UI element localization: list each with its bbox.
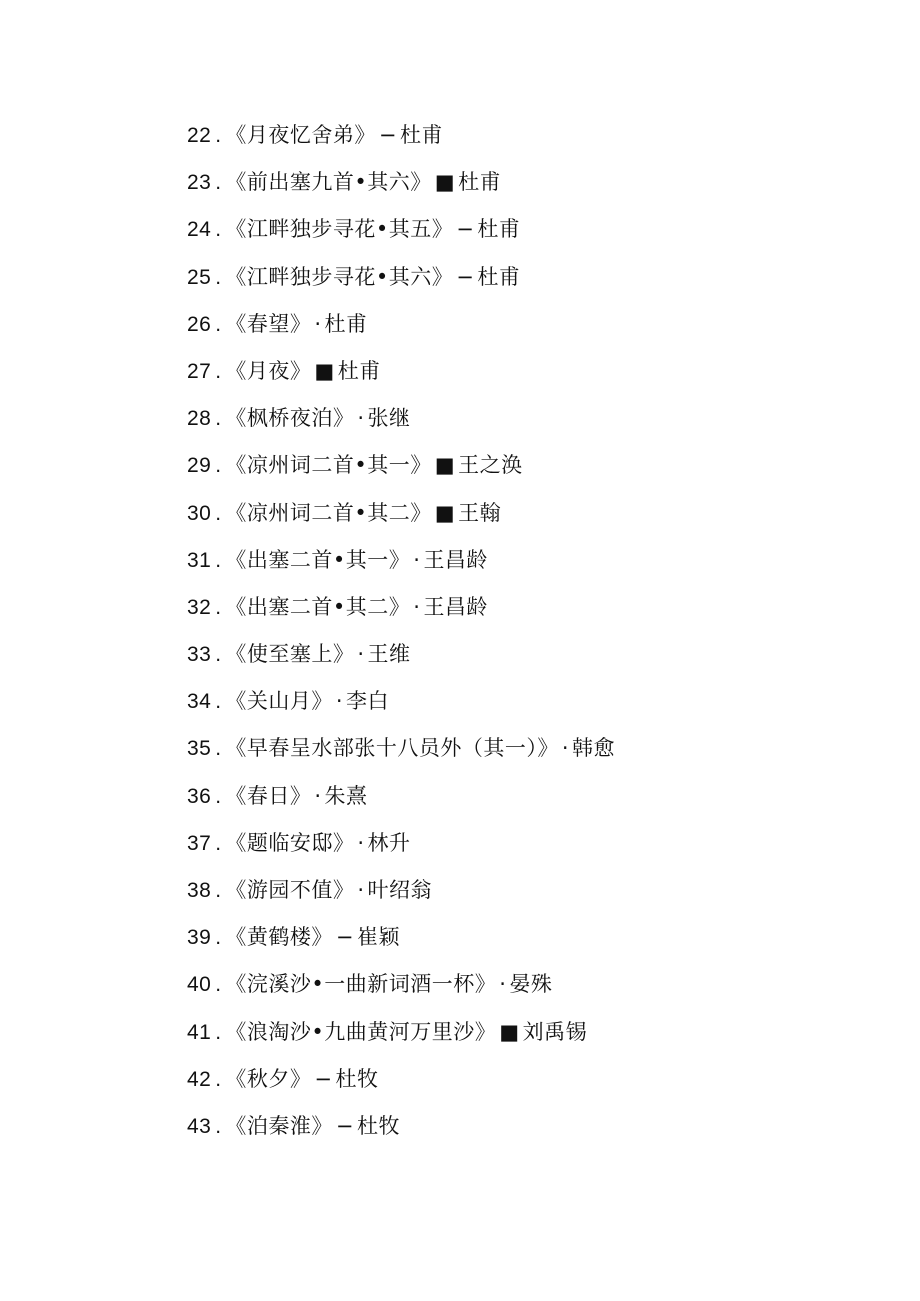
poem-title: 《出塞二首•其一》 [225, 547, 411, 572]
item-dot: . [215, 312, 222, 336]
separator: · [335, 689, 344, 714]
list-item [187, 682, 615, 729]
separator: · [413, 594, 421, 619]
list-item [187, 965, 615, 1012]
poem-author: 杜牧 [335, 1066, 379, 1091]
item-dot: . [215, 1020, 222, 1044]
separator: · [499, 972, 507, 997]
poem-title: 《出塞二首•其二》 [225, 594, 411, 619]
separator: ■ [314, 358, 335, 383]
poem-author: 晏殊 [509, 972, 553, 997]
list-item [187, 494, 615, 541]
list-item [187, 1060, 615, 1107]
poem-list [187, 116, 615, 1154]
poem-author: 张继 [367, 406, 411, 431]
item-number: 30 [187, 501, 212, 525]
item-dot: . [215, 784, 222, 808]
item-dot: . [215, 265, 222, 289]
poem-title: 《前出塞九首•其六》 [225, 170, 432, 195]
separator: · [561, 736, 570, 761]
list-item [187, 729, 615, 776]
poem-title: 《泊秦淮》 [225, 1113, 333, 1138]
item-number: 32 [187, 595, 212, 619]
item-number: 35 [187, 737, 212, 761]
item-number: 43 [187, 1114, 212, 1138]
item-number: 33 [187, 643, 212, 667]
poem-title: 《凉州词二首•其一》 [225, 453, 432, 478]
poem-title: 《凉州词二首•其二》 [225, 500, 432, 525]
list-item [187, 258, 615, 305]
poem-author: 崔颖 [356, 925, 400, 950]
list-item [187, 1013, 615, 1060]
item-number: 31 [187, 548, 212, 572]
item-number: 39 [187, 926, 212, 950]
item-dot: . [215, 454, 222, 478]
separator: · [357, 642, 365, 667]
separator: ■ [434, 170, 456, 195]
separator: ■ [499, 1019, 520, 1044]
poem-author: 李白 [346, 689, 390, 714]
item-dot: . [215, 407, 222, 431]
poem-title: 《春日》 [225, 783, 312, 808]
item-number: 41 [187, 1020, 212, 1044]
separator: − [456, 217, 475, 242]
poem-author: 刘禹锡 [522, 1019, 588, 1044]
list-item [187, 824, 615, 871]
list-item [187, 588, 615, 635]
poem-author: 王维 [367, 642, 411, 667]
list-item [187, 399, 615, 446]
item-number: 22 [187, 124, 212, 147]
poem-author: 林升 [367, 830, 411, 855]
item-number: 40 [187, 973, 212, 997]
item-number: 24 [187, 218, 212, 242]
poem-title: 《关山月》 [225, 689, 333, 714]
poem-title: 《题临安邸》 [225, 830, 355, 855]
poem-title: 《黄鹤楼》 [225, 925, 333, 950]
item-dot: . [215, 737, 222, 761]
list-item [187, 116, 615, 163]
poem-title: 《秋夕》 [225, 1066, 312, 1091]
list-item [187, 352, 615, 399]
poem-title: 《游园不值》 [225, 878, 355, 902]
separator: ■ [434, 500, 456, 525]
item-dot: . [215, 124, 222, 147]
poem-title: 《月夜》 [225, 358, 312, 383]
item-number: 37 [187, 831, 212, 855]
list-item [187, 871, 615, 918]
separator: · [314, 311, 322, 336]
poem-author: 杜甫 [477, 217, 521, 242]
poem-title: 《江畔独步寻花•其六》 [225, 264, 454, 289]
list-item [187, 305, 615, 352]
poem-author: 王之涣 [458, 453, 523, 478]
poem-author: 杜甫 [324, 311, 368, 336]
separator: · [413, 547, 421, 572]
separator: · [357, 406, 365, 431]
separator: − [314, 1066, 333, 1091]
item-dot: . [215, 218, 222, 242]
poem-author: 王昌龄 [423, 547, 488, 572]
list-item [187, 777, 615, 824]
item-number: 28 [187, 407, 212, 431]
item-number: 27 [187, 359, 212, 383]
item-dot: . [215, 973, 222, 997]
list-item [187, 541, 615, 588]
separator: − [456, 264, 475, 289]
item-number: 23 [187, 171, 212, 195]
item-dot: . [215, 643, 222, 667]
poem-author: 叶绍翁 [367, 878, 433, 902]
list-item [187, 635, 615, 682]
poem-author: 朱熹 [324, 783, 368, 808]
separator: − [335, 1113, 354, 1138]
item-dot: . [215, 595, 222, 619]
list-item [187, 918, 615, 965]
poem-author: 王昌龄 [423, 594, 488, 619]
poem-title: 《浣溪沙•一曲新词酒一杯》 [225, 972, 497, 997]
poem-author: 杜甫 [477, 264, 521, 289]
separator: ■ [434, 453, 456, 478]
item-dot: . [215, 926, 222, 950]
poem-title: 《枫桥夜泊》 [225, 406, 355, 431]
item-number: 38 [187, 879, 212, 902]
poem-author: 王翰 [458, 500, 502, 525]
separator: · [357, 830, 365, 855]
poem-title: 《早春呈水部张十八员外（其一）》 [225, 736, 559, 761]
separator: · [314, 783, 322, 808]
poem-title: 《使至塞上》 [225, 642, 355, 667]
item-dot: . [215, 1114, 222, 1138]
item-dot: . [215, 359, 222, 383]
poem-author: 杜甫 [399, 123, 443, 147]
item-dot: . [215, 879, 222, 902]
poem-author: 韩愈 [572, 736, 616, 761]
separator: − [378, 123, 397, 147]
list-item [187, 163, 615, 210]
item-dot: . [215, 1067, 222, 1091]
item-number: 25 [187, 265, 212, 289]
item-number: 34 [187, 690, 212, 714]
list-item [187, 1107, 615, 1154]
item-dot: . [215, 831, 222, 855]
item-dot: . [215, 501, 222, 525]
poem-author: 杜甫 [337, 358, 381, 383]
poem-author: 杜甫 [458, 170, 502, 195]
item-dot: . [215, 171, 222, 195]
item-number: 29 [187, 454, 212, 478]
item-dot: . [215, 690, 222, 714]
separator: − [335, 925, 354, 950]
list-item [187, 210, 615, 257]
list-item [187, 446, 615, 493]
poem-author: 杜牧 [356, 1113, 400, 1138]
item-number: 26 [187, 312, 212, 336]
poem-title: 《月夜忆舍弟》 [225, 123, 376, 147]
poem-title: 《浪淘沙•九曲黄河万里沙》 [225, 1019, 497, 1044]
item-number: 42 [187, 1067, 212, 1091]
poem-title: 《春望》 [225, 311, 312, 336]
separator: · [357, 878, 365, 902]
item-number: 36 [187, 784, 212, 808]
item-dot: . [215, 548, 222, 572]
poem-title: 《江畔独步寻花•其五》 [225, 217, 454, 242]
